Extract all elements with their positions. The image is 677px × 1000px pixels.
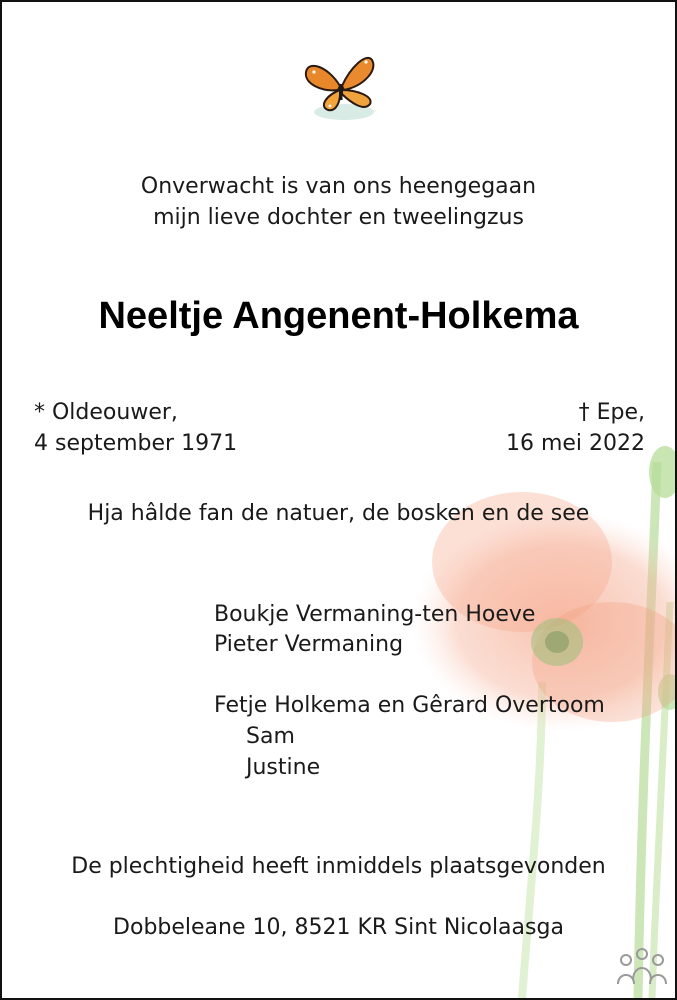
death-place: † Epe, — [578, 400, 645, 425]
family-child: Sam — [246, 724, 295, 749]
death-date: 16 mei 2022 — [505, 431, 645, 456]
address: Dobbeleane 10, 8521 KR Sint Nicolaasga — [113, 915, 564, 940]
family-child: Justine — [246, 755, 321, 780]
poppy-background — [2, 2, 675, 998]
family-member: Fetje Holkema en Gêrard Overtoom — [214, 693, 605, 718]
birth-place: * Oldeouwer, — [34, 400, 178, 425]
intro-line-2: mijn lieve dochter en tweelingzus — [153, 205, 524, 230]
quote: Hja hâlde fan de natuer, de bosken en de see — [87, 501, 590, 526]
ceremony-note: De plechtigheid heeft inmiddels plaatsgevonden — [71, 854, 606, 879]
birth-date: 4 september 1971 — [34, 431, 238, 456]
butterfly-icon — [300, 46, 380, 126]
intro-line-1: Onverwacht is van ons heengegaan — [140, 174, 537, 199]
family-member: Boukje Vermaning-ten Hoeve — [214, 602, 536, 627]
people-logo-icon — [616, 946, 668, 988]
deceased-name: Neeltje Angenent-Holkema — [98, 295, 579, 337]
family-member: Pieter Vermaning — [214, 632, 404, 657]
